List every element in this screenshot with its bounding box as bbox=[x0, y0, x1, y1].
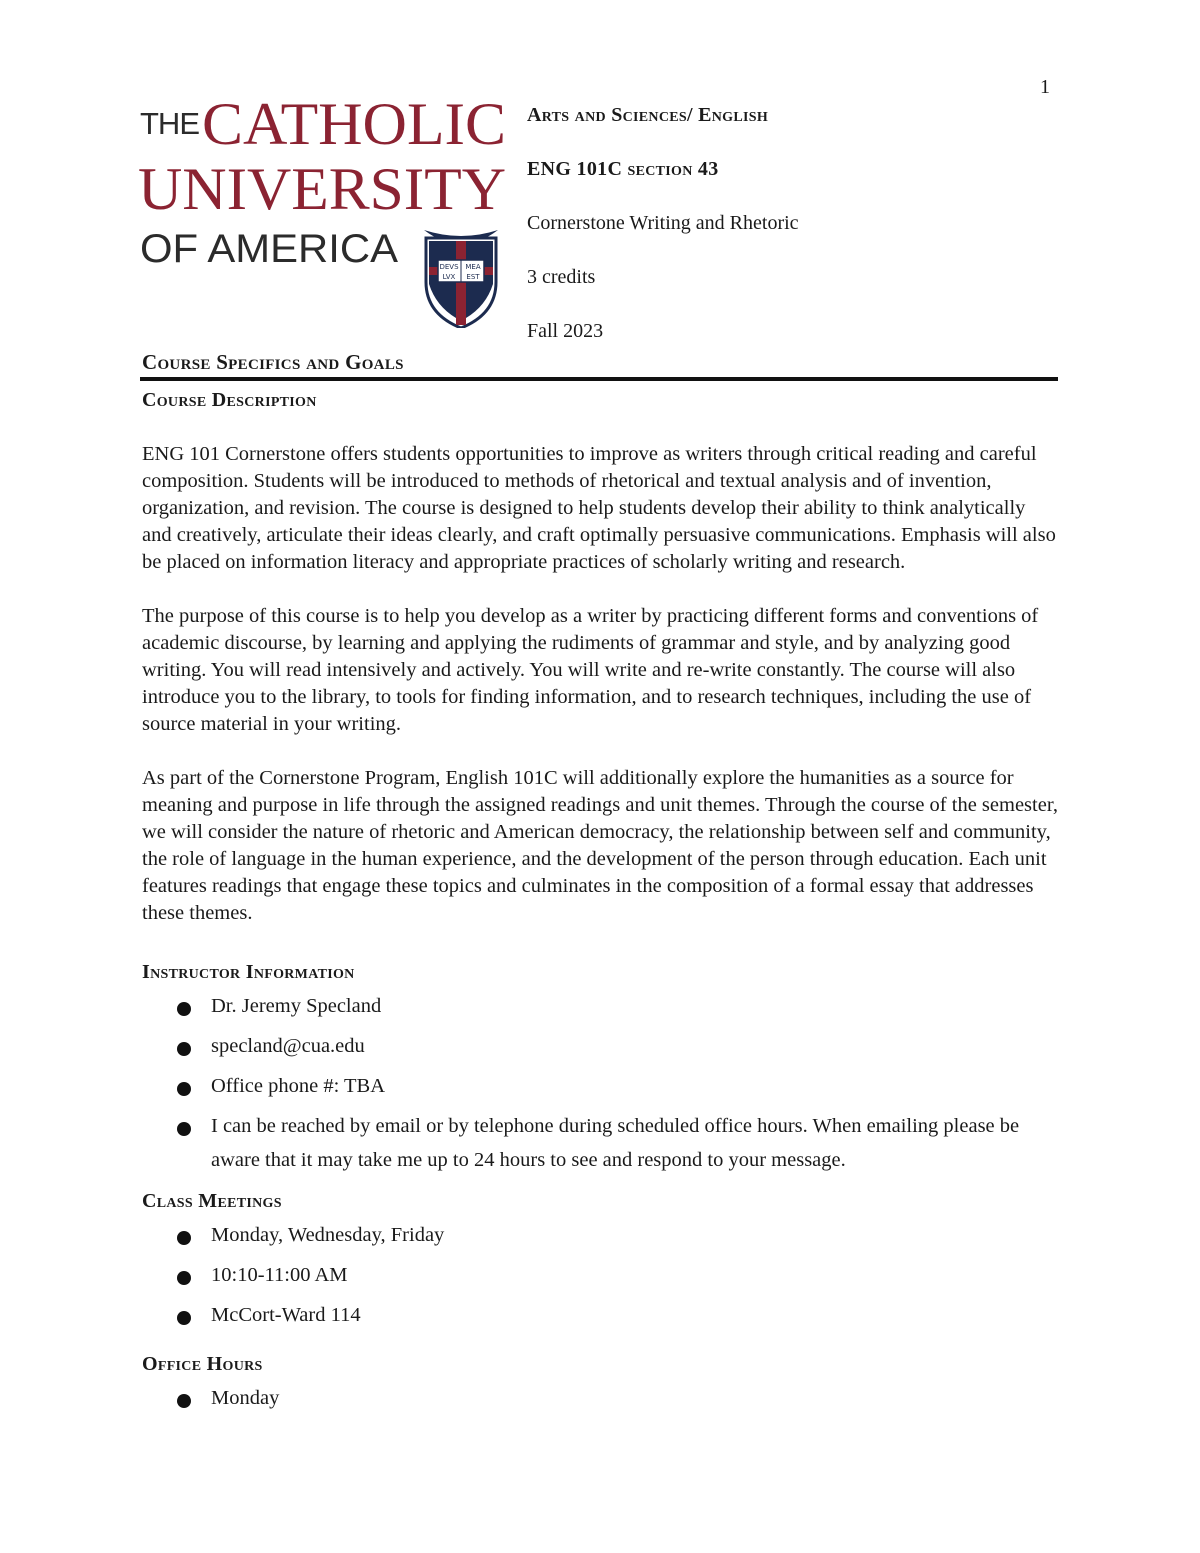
bullet-icon bbox=[177, 1231, 191, 1245]
logo-the: THE bbox=[140, 106, 199, 141]
list-item bbox=[142, 1029, 1060, 1063]
shield-text-4: EST bbox=[466, 273, 480, 281]
credits: 3 credits bbox=[527, 266, 596, 288]
meeting-location: McCort-Ward 114 bbox=[211, 1304, 361, 1326]
logo-catholic: CATHOLIC bbox=[202, 92, 506, 157]
instructor-contact-note: I can be reached by email or by telephone during scheduled office hours. When emailing please be aware that it may take me up to 24 hours to see and respond to your message. bbox=[211, 1115, 1020, 1171]
list-item bbox=[142, 1069, 1060, 1103]
list-item bbox=[142, 1109, 1060, 1177]
bullet-icon bbox=[177, 1122, 191, 1136]
list-item bbox=[142, 1298, 1060, 1332]
office-hours-heading: Office Hours bbox=[142, 1353, 263, 1375]
logo-of-america: OF AMERICA bbox=[140, 227, 399, 271]
description-paragraph-2: The purpose of this course is to help you develop as a writer by practicing different forms and conventions of academic discourse, by learning and applying the rudiments of grammar and style, and by analyzing good writing. You will read intensively and actively. You will write and re-write constantly. The course will also introduce you to the library, to tools for finding information, and to research techniques, including the use of source material in your writing. bbox=[142, 605, 1039, 735]
course-title: Cornerstone Writing and Rhetoric bbox=[527, 212, 799, 234]
bullet-icon bbox=[177, 1082, 191, 1096]
meeting-time: 10:10-11:00 AM bbox=[211, 1264, 348, 1286]
term: Fall 2023 bbox=[527, 320, 604, 342]
shield-text-1: DEVS bbox=[439, 263, 459, 271]
office-hours-day: Monday bbox=[211, 1387, 280, 1409]
page-number: 1 bbox=[1040, 76, 1050, 98]
bullet-icon bbox=[177, 1042, 191, 1056]
course-code: ENG 101C section 43 bbox=[527, 158, 719, 180]
list-item bbox=[142, 1381, 1060, 1415]
shield-text-2: MEA bbox=[465, 263, 481, 271]
shield-icon bbox=[424, 230, 498, 328]
list-item bbox=[142, 1218, 1060, 1252]
description-paragraph-3: As part of the Cornerstone Program, English 101C will additionally explore the humanities as a source for meaning and purpose in life through the assigned readings and unit themes. Through the course of the semester, we will consider the nature of rhetoric and American democracy, the relationship between self and community, the role of language in the human experience, and the development of the person through education. Each unit features readings that engage these topics and culminates in the composition of a formal essay that addresses these themes. bbox=[142, 767, 1058, 924]
instructor-phone: Office phone #: TBA bbox=[211, 1075, 386, 1097]
bullet-icon bbox=[177, 1002, 191, 1016]
bullet-icon bbox=[177, 1394, 191, 1408]
description-paragraph-1: ENG 101 Cornerstone offers students opportunities to improve as writers through critical reading and careful composition. Students will be introduced to methods of rhetorical and textual analysis and of invention, organization, and revision. The course is designed to help students develop their ability to think analytically and creatively, articulate their ideas clearly, and craft optimally persuasive communications. Emphasis will also be placed on information literacy and appropriate practices of scholarly writing and research. bbox=[142, 443, 1056, 573]
instructor-name: Dr. Jeremy Specland bbox=[211, 995, 382, 1017]
list-item bbox=[142, 1258, 1060, 1292]
course-info bbox=[527, 100, 1047, 370]
instructor-list bbox=[142, 989, 1060, 1177]
office-hours-list bbox=[142, 1381, 1060, 1415]
bullet-icon bbox=[177, 1311, 191, 1325]
university-logo bbox=[138, 92, 508, 328]
heading-rule bbox=[140, 377, 1058, 381]
shield-text-3: LVX bbox=[442, 273, 456, 281]
department: Arts and Sciences/ English bbox=[527, 104, 769, 126]
university-logo-graphic bbox=[138, 92, 508, 328]
class-meetings-heading: Class Meetings bbox=[142, 1190, 282, 1212]
logo-university: UNIVERSITY bbox=[138, 156, 506, 222]
instructor-email: specland@cua.edu bbox=[211, 1035, 365, 1057]
bullet-icon bbox=[177, 1271, 191, 1285]
document-body bbox=[142, 386, 1060, 1421]
course-description-heading: Course Description bbox=[142, 389, 317, 411]
course-specifics-heading: Course Specifics and Goals bbox=[142, 350, 404, 374]
class-meetings-list bbox=[142, 1218, 1060, 1332]
meeting-days: Monday, Wednesday, Friday bbox=[211, 1224, 445, 1246]
list-item bbox=[142, 989, 1060, 1023]
instructor-heading: Instructor Information bbox=[142, 961, 355, 983]
